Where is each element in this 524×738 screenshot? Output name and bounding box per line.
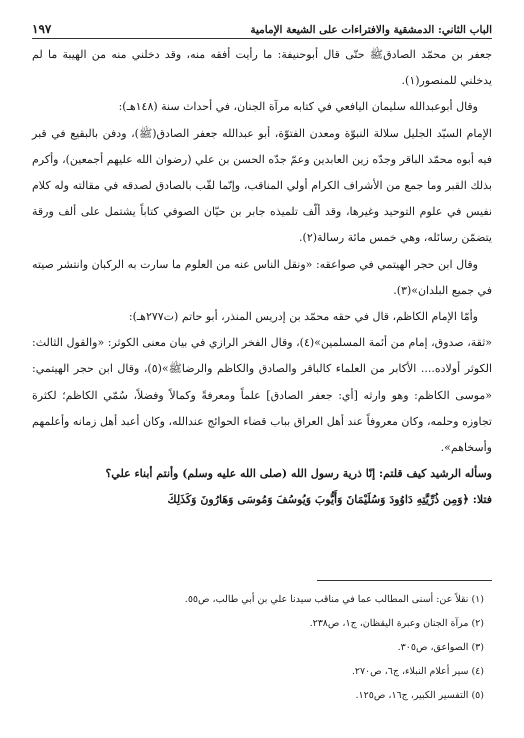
- footnotes: [32, 588, 484, 708]
- paragraph: وأمّا الإمام الكاظم، قال في حقه محمّد بن إدريس المنذر، أبو حاتم (ت٢٧٧هـ):: [128, 310, 478, 324]
- footnote: (٣) الصواعق، ص٣٠٥.: [397, 642, 484, 653]
- running-title: الباب الثاني: الدمشقية والافتراءات على الشيعة الإمامية: [250, 24, 492, 36]
- footnote: (١) نقلاً عن: أسنى المطالب عما في مناقب سيدنا علي بن أبي طالب، ص٥٥.: [184, 594, 484, 605]
- quote-paragraph: الإمام السيّد الجليل سلالة النبوّة ومعدن الفتوّة، أبو عبدالله جعفر الصادق(ﷺ)، ودفن بالبقيع في قبر فيه أبوه محمّد الباقر وجدّه زين العابدين وعمّ جدّه الحسن بن علي (رضوان الله عليهم أجمعين)، وأكرم بذلك القبر وما جمع من الأشراف الكرام أولي المناقب، وإنّما لقّب بالصادق لصدقه في مقالته وله كلام نفيس في علوم التوحيد وغيرها، وقد ألّف تلميذه جابر بن حيّان الصوفي كتاباً يشتمل على ألف ورقة يتضمّن رسائله، وهي خمس مائة رسالة(٢).: [32, 126, 492, 245]
- footnote: (٤) سير أعلام النبلاء، ج٦، ص٢٧٠.: [351, 666, 484, 677]
- paragraph: وسأله الرشيد كيف قلتم: إنّا ذرية رسول الله (صلى الله عليه وسلم) وأنتم أبناء علي؟: [105, 467, 492, 481]
- paragraph: وقال أبوعبدالله سليمان اليافعي في كتابه مرآة الجنان، في أحداث سنة (١٤٨هـ):: [118, 100, 478, 114]
- main-text: [32, 42, 492, 514]
- quote-paragraph: «ثقة، صدوق، إمام من أئمة المسلمين»(٤)، وقال الفخر الرازي في بيان معنى الكوثر: «والقول الثالث: الكوثر أولاده.... الأكابر من العلماء كالباقر والصادق والكاظم والرضاﷺ»(٥)، وقال ابن حجر الهيتمي: «موسى الكاظم: وهو وارثه [أي: جعفر الصادق] علماً ومعرفةً وكمالاً وفضلاً، سُمّي الكاظم؛ لكثرة تجاوزه وحلمه، وكان معروفاً عند أهل العراق بباب قضاء الحوائج عندالله، وكان أعبد أهل زمانه وأعلمهم وأسخاهم».: [32, 336, 493, 455]
- paragraph: جعفر بن محمّد الصادقﷺ حتّى قال أبوحنيفة: ما رأيت أفقه منه، وقد دخلني منه من الهيبة ما لم يدخلني للمنصور(١).: [32, 48, 492, 88]
- footnote-separator: [317, 580, 492, 581]
- running-header: [32, 14, 492, 39]
- footnote: (٥) التفسير الكبير، ج١٦، ص١٢٥.: [355, 690, 484, 701]
- footnote: (٢) مرآة الجنان وعبرة اليقظان، ج١، ص٢٣٨.: [309, 618, 484, 629]
- page-number: ١٩٧: [32, 22, 52, 36]
- quran-verse: فتلا: ﴿وَمِن ذُرِّيَّتِهِ دَاوُودَ وَسُلَيْمَانَ وَأَيُّوبَ وَيُوسُفَ وَمُوسَى وَهَارُونَ وَكَذَلِكَ: [167, 493, 492, 507]
- paragraph: وقال ابن حجر الهيتمي في صواعقه: «ونقل الناس عنه من العلوم ما سارت به الركبان وانتشر صيته في جميع البلدان»(٣).: [32, 257, 492, 297]
